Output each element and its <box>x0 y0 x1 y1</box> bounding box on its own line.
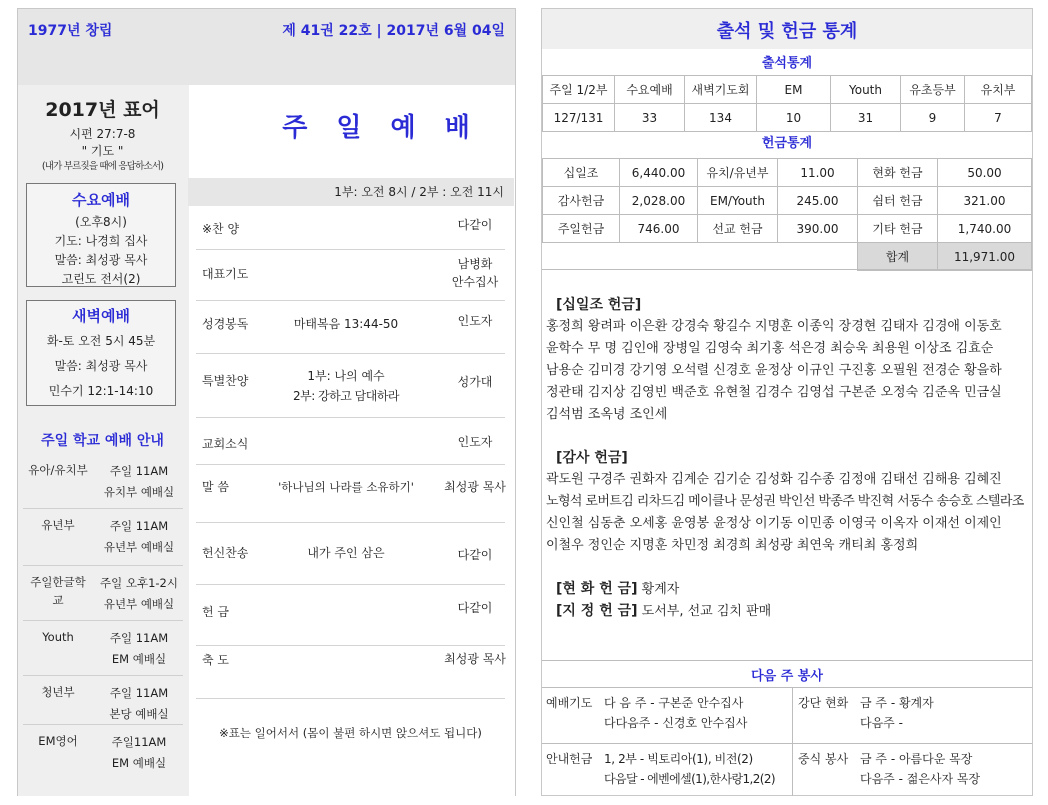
flower-offering: [현 화 헌 금] 황계자 <box>556 581 680 597</box>
pulpit-flower-label: 강단 현화 <box>798 696 849 710</box>
bulletin-header <box>18 9 515 85</box>
offering-table <box>542 158 1032 271</box>
attendance-title: 출석통계 <box>761 56 813 71</box>
wednesday-prayer: 기도: 나경희 집사 <box>54 234 148 248</box>
bulletin-right-page <box>541 8 1033 796</box>
offering-row: 주일헌금 746.00 선교 헌금 390.00 기타 헌금 1,740.00 <box>543 215 1032 243</box>
order-row: 특별찬양 1부: 나의 예수 2부: 강하고 담대하라 성가대 <box>196 355 505 418</box>
school-row: Youth 주일 11AM EM 예배실 <box>23 622 183 676</box>
offering-title: 헌금통계 <box>761 136 813 151</box>
wednesday-service-box <box>26 183 176 287</box>
order-row: 성경봉독 마태복음 13:44-50 인도자 <box>196 302 505 354</box>
wednesday-text: 고린도 전서(2) <box>61 272 141 286</box>
wednesday-sermon: 말씀: 최성광 목사 <box>54 253 148 267</box>
stats-title: 출석 및 헌금 통계 <box>542 9 1032 49</box>
order-row: 대표기도 남병화 안수집사 <box>196 251 505 301</box>
name-line: 김석범 조옥녕 조인세 <box>546 407 668 422</box>
motto-title: 2017년 표어 <box>45 99 160 121</box>
school-row: 청년부 주일 11AM 본당 예배실 <box>23 677 183 725</box>
name-line: 홍정희 왕려파 이은환 강경숙 황길수 지명훈 이종익 장경현 김태자 김경애 이동호 <box>546 319 1002 334</box>
motto-word: " 기도 " <box>81 144 124 158</box>
school-row: 유아/유치부 주일 11AM 유치부 예배실 <box>23 455 183 509</box>
next-week-title: 다음 주 봉사 <box>751 669 823 684</box>
name-line: 남용순 김미경 강기영 오석렬 신경호 윤정상 이규인 구진홍 오필원 전경순 황을하 <box>546 363 1002 378</box>
school-row: 주일한글학 교 주일 오후1-2시 유년부 예배실 <box>23 567 183 621</box>
name-line: 곽도원 구경주 권화자 김계순 김기순 김성화 김수종 김정애 김태선 김해용 김혜진 <box>546 472 1002 487</box>
name-line: 신인철 심동춘 오세홍 윤영봉 윤정상 이기동 이민종 이영국 이옥자 이재선 이제인 <box>546 516 1002 531</box>
order-row: 헌신찬송 내가 주인 삼은 다같이 <box>196 524 505 585</box>
dawn-service-box <box>26 300 176 406</box>
school-row: EM영어 주일11AM EM 예배실 <box>38 734 167 770</box>
name-line: 노형석 로버트김 리차드김 메이클나 문성권 박인선 박종주 박진혁 서동수 송승호 스텔라조 <box>546 494 1024 509</box>
total-value: 11,971.00 <box>938 243 1032 271</box>
order-row: 헌 금 다같이 <box>196 586 505 646</box>
offering-row: 감사헌금 2,028.00 EM/Youth 245.00 쉼터 헌금 321.00 <box>543 187 1032 215</box>
dawn-text: 민수기 12:1-14:10 <box>48 384 154 398</box>
attendance-value-row: 127/131 33 134 10 31 9 7 <box>543 104 1032 132</box>
name-line: 정관태 김지상 김영빈 백준호 유현철 김경수 김영섭 구본준 오정숙 김준옥 민금실 <box>546 385 1002 400</box>
service-note: ※표는 일어서서 (몸이 불편 하시면 앉으셔도 됩니다) <box>219 726 482 740</box>
pulpit-flower-this: 금 주 - 황계자 <box>860 696 934 710</box>
thanks-group <box>546 447 1030 557</box>
wednesday-time: (오후8시) <box>75 215 127 229</box>
name-line: 이철우 정인순 지명훈 차민정 최경희 최성광 최연욱 캐티최 홍정희 <box>546 538 919 553</box>
tithe-group <box>546 294 1030 426</box>
meal-this: 금 주 - 아름다운 목장 <box>860 752 973 766</box>
issue-text: 제 41권 22호 | 2017년 6월 04일 <box>282 23 505 39</box>
dawn-title: 새벽예배 <box>72 307 130 325</box>
motto-verse: 시편 27:7-8 <box>69 127 136 141</box>
prayer-next: 다 음 주 - 구본준 안수집사 <box>604 696 744 710</box>
meal-next: 다음주 - 젊은사자 목장 <box>860 772 981 786</box>
dawn-sermon: 말씀: 최성광 목사 <box>54 359 148 373</box>
usher-this: 1, 2부 - 빅토리아(1), 비전(2) <box>604 752 753 766</box>
order-row: ※찬 양 다같이 <box>196 206 505 250</box>
designated-offering: [지 정 헌 금] 도서부, 선교 김치 판매 <box>556 603 772 619</box>
total-label: 합계 <box>858 243 938 271</box>
motto-note: (내가 부르짖을 때에 응답하소서) <box>41 161 164 172</box>
order-row: 말 씀 '하나님의 나라를 소유하기' 최성광 목사 <box>196 466 505 523</box>
school-title: 주일 학교 예배 안내 <box>41 433 164 449</box>
thanks-title: [감사 헌금] <box>556 450 628 466</box>
order-row: 축 도 최성광 목사 <box>196 647 505 699</box>
offering-row: 십일조 6,440.00 유치/유년부 11.00 현화 헌금 50.00 <box>543 159 1032 187</box>
usher-next: 다음달 - 에벤에셀(1),한사랑1,2(2) <box>604 772 775 786</box>
offering-total-row <box>543 243 1032 271</box>
tithe-title: [십일조 헌금] <box>556 297 642 313</box>
service-times: 1부: 오전 8시 / 2부 : 오전 11시 <box>188 178 514 206</box>
prayer-after: 다다음주 - 신경호 안수집사 <box>604 716 748 730</box>
wednesday-title: 수요예배 <box>72 191 130 209</box>
meal-label: 중식 봉사 <box>798 752 849 766</box>
attendance-table <box>542 75 1032 132</box>
dawn-time: 화-토 오전 5시 45분 <box>46 334 156 348</box>
offering-names <box>542 269 1032 661</box>
school-row: 유년부 주일 11AM 유년부 예배실 <box>23 510 183 566</box>
prayer-label: 예배기도 <box>546 696 593 710</box>
pulpit-flower-next: 다음주 - <box>860 716 903 730</box>
order-row: 교회소식 인도자 <box>196 419 505 465</box>
attendance-header-row: 주일 1/2부 수요예배 새벽기도회 EM Youth 유초등부 유치부 <box>543 76 1032 104</box>
service-title: 주 일 예 배 <box>282 113 480 143</box>
usher-label: 안내헌금 <box>546 752 593 766</box>
founded-text: 1977년 창립 <box>28 23 113 39</box>
name-line: 윤학수 무 명 김인애 장병일 김영숙 최기홍 석은경 최승욱 최용원 이상조 김효순 <box>546 341 994 356</box>
